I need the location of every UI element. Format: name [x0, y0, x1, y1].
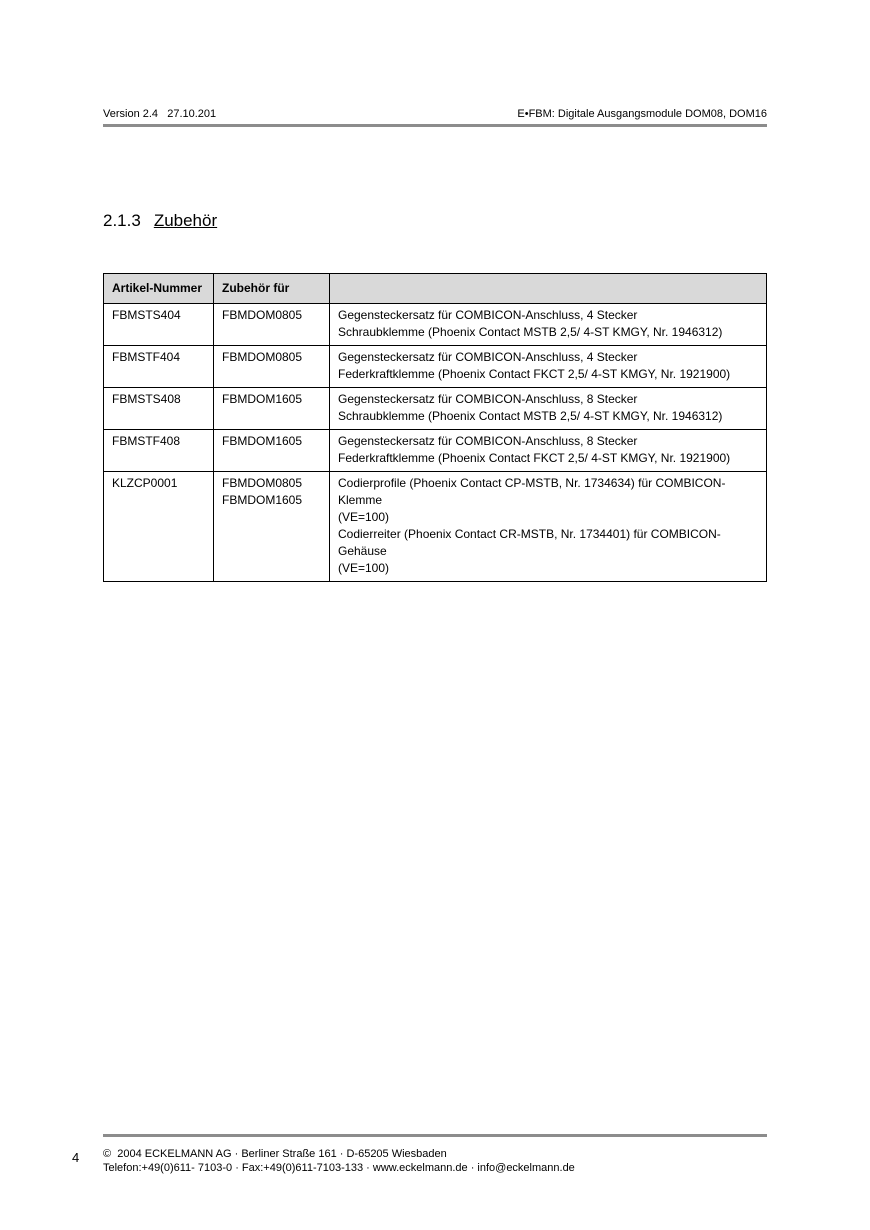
page-footer — [103, 1147, 575, 1175]
cell-description — [330, 430, 767, 472]
cell-line: Gegensteckersatz für COMBICON-Anschluss, 8 Stecker — [338, 434, 638, 448]
cell-line: Codierreiter (Phoenix Contact CR-MSTB, Nr. 1734401) für COMBICON-Gehäuse — [338, 527, 721, 558]
cell-zubehoer-fuer — [214, 388, 330, 430]
cell-line: FBMDOM1605 — [222, 434, 303, 448]
cell-artikel-nummer: FBMSTF404 — [104, 346, 214, 388]
cell-line: (VE=100) — [338, 510, 390, 524]
table-row — [104, 430, 767, 472]
table-row — [104, 304, 767, 346]
column-header-artikel-nummer: Artikel-Nummer — [104, 274, 214, 304]
page-header — [103, 108, 767, 121]
table-row — [104, 388, 767, 430]
cell-artikel-nummer: KLZCP0001 — [104, 472, 214, 582]
section-number: 2.1.3 — [103, 211, 141, 230]
cell-line: FBMDOM1605 — [222, 392, 303, 406]
section-heading — [103, 211, 217, 231]
cell-description — [330, 304, 767, 346]
cell-artikel-nummer: FBMSTS408 — [104, 388, 214, 430]
cell-line: Gegensteckersatz für COMBICON-Anschluss, 4 Stecker — [338, 350, 638, 364]
table-header-row — [104, 274, 767, 304]
cell-zubehoer-fuer — [214, 430, 330, 472]
cell-line: Gegensteckersatz für COMBICON-Anschluss, 8 Stecker — [338, 392, 638, 406]
accessories-table — [103, 273, 767, 582]
cell-line: FBMDOM0805 — [222, 308, 303, 322]
cell-zubehoer-fuer — [214, 472, 330, 582]
cell-line: Gegensteckersatz für COMBICON-Anschluss, 4 Stecker — [338, 308, 638, 322]
cell-zubehoer-fuer — [214, 304, 330, 346]
cell-line: (VE=100) — [338, 561, 390, 575]
cell-line: Schraubklemme (Phoenix Contact MSTB 2,5/ 4-ST KMGY, Nr. 1946312) — [338, 325, 723, 339]
page-number: 4 — [72, 1150, 80, 1165]
column-header-description — [330, 274, 767, 304]
cell-zubehoer-fuer — [214, 346, 330, 388]
cell-line: Codierprofile (Phoenix Contact CP-MSTB, Nr. 1734634) für COMBICON-Klemme — [338, 476, 726, 507]
footer-copyright-line: © 2004 ECKELMANN AG · Berliner Straße 161 · D-65205 Wiesbaden — [103, 1148, 447, 1160]
table-row — [104, 472, 767, 582]
header-document-title: E•FBM: Digitale Ausgangsmodule DOM08, DOM16 — [517, 108, 767, 120]
header-rule — [103, 124, 767, 127]
cell-line: Schraubklemme (Phoenix Contact MSTB 2,5/ 4-ST KMGY, Nr. 1946312) — [338, 409, 723, 423]
cell-line: Federkraftklemme (Phoenix Contact FKCT 2,5/ 4-ST KMGY, Nr. 1921900) — [338, 367, 731, 381]
cell-description — [330, 388, 767, 430]
cell-description — [330, 346, 767, 388]
table-row — [104, 346, 767, 388]
cell-line: Federkraftklemme (Phoenix Contact FKCT 2,5/ 4-ST KMGY, Nr. 1921900) — [338, 451, 731, 465]
section-title: Zubehör — [153, 211, 218, 230]
cell-line: FBMDOM0805 — [222, 350, 303, 364]
cell-description — [330, 472, 767, 582]
cell-artikel-nummer: FBMSTS404 — [104, 304, 214, 346]
cell-artikel-nummer: FBMSTF408 — [104, 430, 214, 472]
cell-line: FBMDOM0805 — [222, 476, 303, 490]
cell-line: FBMDOM1605 — [222, 493, 303, 507]
footer-rule — [103, 1134, 767, 1137]
header-version-date: Version 2.4 27.10.201 — [103, 108, 217, 120]
column-header-zubehoer-fuer: Zubehör für — [214, 274, 330, 304]
footer-contact-line: Telefon:+49(0)611- 7103-0 · Fax:+49(0)611-7103-133 · www.eckelmann.de · info@eckelmann.de — [103, 1162, 575, 1174]
